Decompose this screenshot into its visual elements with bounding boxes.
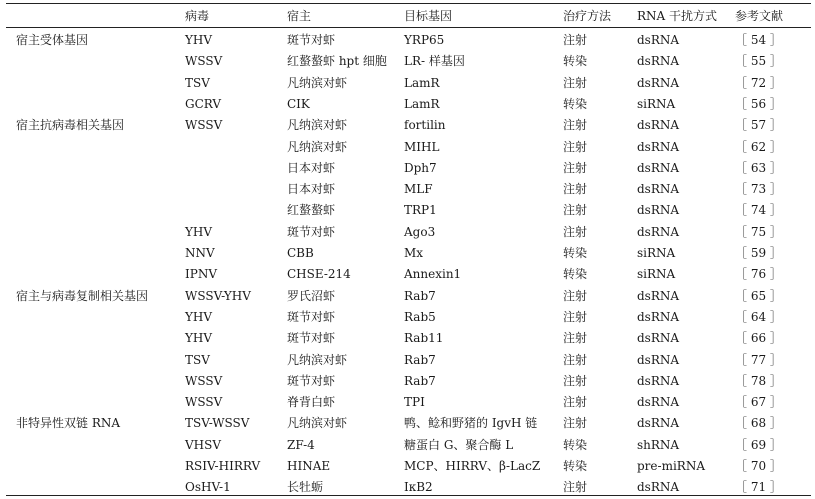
gene-cell: Mx (404, 246, 424, 260)
host-cell: 红螯螯虾 hpt 细胞 (287, 54, 387, 69)
rnai-cell: dsRNA (637, 395, 680, 410)
method-cell: 转染 (563, 437, 588, 452)
table-row (0, 158, 815, 179)
method-cell: 注射 (563, 118, 588, 133)
table-top-rule (6, 3, 811, 4)
gene-cell: IκB2 (404, 480, 433, 495)
gene-cell: MIHL (404, 139, 440, 154)
rnai-cell: dsRNA (637, 416, 680, 431)
method-cell: 注射 (563, 182, 588, 197)
gene-cell: 鸭、鲶和野猪的 IgvH 链 (404, 416, 538, 431)
method-cell: 注射 (563, 75, 588, 90)
ref-cell: ［ 71 ］ (735, 480, 782, 495)
header-target-gene: 目标基因 (404, 9, 453, 23)
virus-cell: GCRV (185, 96, 222, 111)
method-cell: 注射 (563, 224, 588, 239)
rnai-cell: dsRNA (637, 203, 680, 218)
host-cell: 斑节对虾 (287, 331, 336, 346)
gene-cell: Rab7 (404, 288, 436, 303)
virus-cell: OsHV-1 (185, 480, 231, 495)
virus-cell: YHV (185, 33, 213, 47)
rnai-cell: dsRNA (637, 331, 680, 346)
method-cell: 注射 (563, 33, 588, 47)
rnai-cell: dsRNA (637, 288, 680, 303)
virus-cell: TSV-WSSV (185, 416, 250, 431)
table-row (0, 350, 815, 371)
gene-cell: fortilin (404, 118, 446, 133)
gene-cell: LamR (404, 96, 440, 111)
rnai-cell: dsRNA (637, 309, 680, 324)
table-row (0, 51, 815, 72)
ref-cell: ［ 69 ］ (735, 437, 782, 452)
gene-cell: MLF (404, 182, 433, 197)
virus-cell: NNV (185, 246, 215, 260)
host-cell: 斑节对虾 (287, 373, 336, 388)
virus-cell: IPNV (185, 267, 217, 282)
ref-cell: ［ 67 ］ (735, 395, 782, 410)
ref-cell: ［ 73 ］ (735, 182, 782, 197)
category-cell: 非特异性双链 RNA (16, 416, 121, 431)
ref-cell: ［ 65 ］ (735, 288, 782, 303)
method-cell: 转染 (563, 267, 588, 282)
rnai-cell: dsRNA (637, 54, 680, 69)
header-virus: 病毒 (185, 9, 210, 23)
host-cell: 长牡蛎 (287, 480, 324, 495)
rnai-cell: dsRNA (637, 373, 680, 388)
gene-cell: MCP、HIRRV、β-LacZ (404, 459, 541, 473)
method-cell: 注射 (563, 309, 588, 324)
virus-cell: TSV (185, 352, 210, 367)
table-row (0, 200, 815, 221)
rnai-cell: siRNA (637, 246, 676, 260)
rnai-cell: siRNA (637, 267, 676, 282)
table-row (0, 94, 815, 115)
table-row (0, 435, 815, 456)
method-cell: 转染 (563, 96, 588, 111)
ref-cell: ［ 68 ］ (735, 416, 782, 431)
rnai-cell: siRNA (637, 96, 676, 111)
gene-cell: Ago3 (404, 224, 436, 239)
host-cell: 罗氏沼虾 (287, 288, 336, 303)
rnai-cell: pre-miRNA (637, 459, 705, 473)
rnai-cell: dsRNA (637, 352, 680, 367)
header-rnai-mode: RNA 干扰方式 (637, 9, 718, 23)
method-cell: 注射 (563, 288, 588, 303)
category-cell: 宿主受体基因 (16, 33, 89, 47)
host-cell: CIK (287, 96, 310, 111)
host-cell: CBB (287, 246, 314, 260)
gene-cell: Rab7 (404, 352, 436, 367)
table-row (0, 179, 815, 200)
virus-cell: VHSV (185, 437, 222, 452)
gene-cell: Rab5 (404, 309, 436, 324)
table-row (0, 137, 815, 158)
gene-cell: Annexin1 (404, 267, 462, 282)
ref-cell: ［ 63 ］ (735, 160, 782, 175)
host-cell: 红螯螯虾 (287, 203, 336, 218)
rnai-cell: dsRNA (637, 118, 680, 133)
ref-cell: ［ 64 ］ (735, 309, 782, 324)
ref-cell: ［ 55 ］ (735, 54, 782, 69)
virus-cell: TSV (185, 75, 210, 90)
host-cell: HINAE (287, 459, 331, 473)
table-row (0, 115, 815, 136)
host-cell: 凡纳滨对虾 (287, 75, 348, 90)
table-row (0, 30, 815, 51)
method-cell: 注射 (563, 160, 588, 175)
table-row (0, 371, 815, 392)
table-header-row (0, 6, 815, 27)
virus-cell: YHV (185, 309, 213, 324)
table-row (0, 286, 815, 307)
host-cell: 日本对虾 (287, 160, 336, 175)
rnai-cell: dsRNA (637, 224, 680, 239)
host-cell: 日本对虾 (287, 182, 336, 197)
gene-cell: 糖蛋白 G、聚合酶 L (404, 437, 514, 452)
table-row (0, 307, 815, 328)
ref-cell: ［ 70 ］ (735, 459, 782, 473)
table-row (0, 328, 815, 349)
gene-cell: Rab11 (404, 331, 444, 346)
host-cell: 斑节对虾 (287, 309, 336, 324)
method-cell: 注射 (563, 480, 588, 495)
method-cell: 注射 (563, 416, 588, 431)
gene-cell: YRP65 (404, 33, 445, 47)
host-cell: 凡纳滨对虾 (287, 416, 348, 431)
table-row (0, 456, 815, 477)
ref-cell: ［ 78 ］ (735, 373, 782, 388)
table-row (0, 392, 815, 413)
ref-cell: ［ 74 ］ (735, 203, 782, 218)
method-cell: 注射 (563, 373, 588, 388)
ref-cell: ［ 56 ］ (735, 96, 782, 111)
virus-cell: WSSV (185, 54, 223, 69)
method-cell: 注射 (563, 203, 588, 218)
host-cell: 脊背白虾 (287, 395, 336, 410)
ref-cell: ［ 75 ］ (735, 224, 782, 239)
table-row (0, 73, 815, 94)
gene-cell: LR- 样基因 (404, 54, 465, 69)
gene-cell: TRP1 (404, 203, 437, 218)
header-reference: 参考文献 (735, 9, 784, 23)
host-cell: 凡纳滨对虾 (287, 139, 348, 154)
gene-cell: Rab7 (404, 373, 436, 388)
rnai-cell: dsRNA (637, 182, 680, 197)
host-cell: 凡纳滨对虾 (287, 352, 348, 367)
ref-cell: ［ 72 ］ (735, 75, 782, 90)
virus-cell: YHV (185, 331, 213, 346)
ref-cell: ［ 66 ］ (735, 331, 782, 346)
method-cell: 注射 (563, 352, 588, 367)
ref-cell: ［ 54 ］ (735, 33, 782, 47)
method-cell: 注射 (563, 331, 588, 346)
table-row (0, 264, 815, 285)
method-cell: 注射 (563, 395, 588, 410)
rnai-cell: shRNA (637, 437, 680, 452)
method-cell: 转染 (563, 246, 588, 260)
category-cell: 宿主抗病毒相关基因 (16, 118, 125, 133)
table-row (0, 243, 815, 264)
host-cell: 凡纳滨对虾 (287, 118, 348, 133)
virus-cell: WSSV (185, 118, 223, 133)
table-row (0, 413, 815, 434)
virus-cell: WSSV (185, 395, 223, 410)
rnai-cell: dsRNA (637, 75, 680, 90)
category-cell: 宿主与病毒复制相关基因 (16, 288, 149, 303)
method-cell: 注射 (563, 139, 588, 154)
rnai-cell: dsRNA (637, 33, 680, 47)
host-cell: 斑节对虾 (287, 224, 336, 239)
table-row (0, 222, 815, 243)
host-cell: ZF-4 (287, 437, 315, 452)
virus-cell: RSIV-HIRRV (185, 459, 261, 473)
header-host: 宿主 (287, 9, 312, 23)
table-bottom-rule (6, 495, 811, 496)
virus-cell: YHV (185, 224, 213, 239)
rnai-cell: dsRNA (637, 480, 680, 495)
virus-cell: WSSV (185, 373, 223, 388)
ref-cell: ［ 77 ］ (735, 352, 782, 367)
ref-cell: ［ 62 ］ (735, 139, 782, 154)
host-cell: CHSE-214 (287, 267, 351, 282)
table-header-rule (6, 27, 811, 28)
ref-cell: ［ 59 ］ (735, 246, 782, 260)
virus-cell: WSSV-YHV (185, 288, 251, 303)
header-treatment: 治疗方法 (563, 9, 612, 23)
host-cell: 斑节对虾 (287, 33, 336, 47)
method-cell: 转染 (563, 54, 588, 69)
ref-cell: ［ 76 ］ (735, 267, 782, 282)
method-cell: 转染 (563, 459, 588, 473)
ref-cell: ［ 57 ］ (735, 118, 782, 133)
gene-cell: LamR (404, 75, 440, 90)
gene-cell: Dph7 (404, 160, 437, 175)
gene-cell: TPI (404, 395, 425, 410)
rnai-cell: dsRNA (637, 160, 680, 175)
rnai-cell: dsRNA (637, 139, 680, 154)
